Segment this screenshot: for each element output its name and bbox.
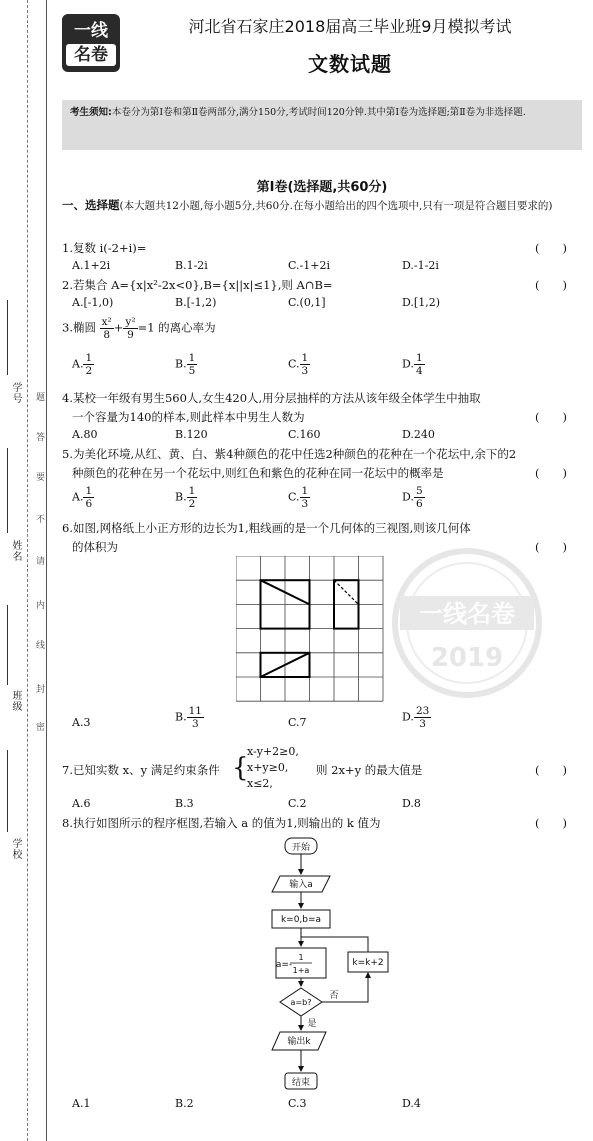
frac-num: 1 bbox=[188, 352, 196, 364]
frac-den: 8 bbox=[103, 329, 111, 341]
q3-option-a bbox=[72, 352, 94, 377]
q4-option-a: A.80 bbox=[72, 428, 98, 441]
q4-option-b: B.120 bbox=[175, 428, 208, 441]
option-letter: C. bbox=[288, 357, 300, 371]
seal-char: 密 bbox=[34, 722, 44, 731]
flow-assign-pre: a=- bbox=[275, 960, 293, 970]
side-view-hidden-edge bbox=[334, 580, 359, 604]
seal-char: 线 bbox=[34, 640, 44, 649]
q1-option-a: A.1+2i bbox=[72, 259, 111, 272]
frac-den: 4 bbox=[415, 365, 423, 377]
q6-option-a: A.3 bbox=[72, 716, 91, 729]
part1-title: 第Ⅰ卷(选择题,共60分) bbox=[256, 180, 388, 195]
flow-assign-den: 1+a bbox=[292, 966, 310, 975]
frac-num: 1 bbox=[188, 485, 196, 497]
q1-answer-paren: ( ) bbox=[535, 241, 567, 255]
number-label: 学号 bbox=[10, 382, 21, 404]
frac-den: 3 bbox=[191, 718, 199, 730]
q4-stem-line2: 一个容量为140的样本,则此样本中男生人数为 bbox=[72, 410, 305, 424]
section1-header bbox=[62, 197, 582, 215]
flow-input-text: 输入a bbox=[289, 880, 313, 890]
seal-char: 内 bbox=[34, 600, 44, 609]
flow-increment-text: k=k+2 bbox=[352, 958, 384, 968]
q7-option-d: D.8 bbox=[402, 797, 421, 810]
q6-stem-line2: 的体积为 bbox=[72, 540, 118, 554]
frac-num: 23 bbox=[415, 705, 430, 717]
q7-stem-post: 则 2x+y 的最大值是 bbox=[316, 763, 423, 777]
q3-fraction-y bbox=[123, 316, 137, 341]
flow-yes-label: 是 bbox=[307, 1019, 317, 1029]
school-blank bbox=[7, 750, 8, 832]
badge-line1: 一线 bbox=[74, 21, 108, 41]
q8-answer-paren: ( ) bbox=[535, 816, 567, 830]
frac-num: y² bbox=[125, 316, 136, 328]
badge-line2: 名卷 bbox=[66, 44, 116, 66]
option-letter: B. bbox=[175, 490, 187, 504]
option-letter: D. bbox=[402, 357, 414, 371]
frac-den: 2 bbox=[85, 365, 93, 377]
frac-num: 1 bbox=[415, 352, 423, 364]
q7-brace: { bbox=[232, 753, 249, 783]
brand-badge bbox=[62, 14, 120, 72]
q5-option-b bbox=[175, 485, 197, 510]
class-blank bbox=[7, 605, 8, 685]
q7-option-a: A.6 bbox=[72, 797, 91, 810]
option-letter: A. bbox=[72, 357, 84, 371]
q3-fraction-x bbox=[100, 316, 114, 341]
seal-char: 不 bbox=[34, 514, 44, 523]
watermark-year: 2019 bbox=[430, 643, 504, 673]
school-label: 学校 bbox=[10, 838, 21, 860]
q3-option-b bbox=[175, 352, 197, 377]
q2-option-c: C.(0,1] bbox=[288, 296, 326, 309]
flow-no-label: 否 bbox=[329, 991, 339, 1001]
q6-option-b bbox=[175, 705, 204, 730]
option-letter: C. bbox=[288, 490, 300, 504]
seal-char: 请 bbox=[34, 556, 44, 565]
option-letter: B. bbox=[175, 357, 187, 371]
q7-constraints bbox=[247, 744, 299, 792]
frac-den: 3 bbox=[301, 365, 309, 377]
section1-desc: (本大题共12小题,每小题5分,共60分.在每小题给出的四个选项中,只有一项是符合题目要求的) bbox=[119, 200, 553, 212]
class-label: 班级 bbox=[10, 690, 21, 712]
q1-stem: 1.复数 i(-2+i)= bbox=[62, 241, 147, 255]
q3-stem-post: =1 的离心率为 bbox=[137, 320, 216, 335]
q3-stem-pre: 3.椭圆 bbox=[62, 320, 96, 335]
q6-three-view-grid bbox=[236, 556, 384, 702]
q7-answer-paren: ( ) bbox=[535, 763, 567, 777]
q4-option-d: D.240 bbox=[402, 428, 435, 441]
notice-box bbox=[62, 100, 582, 150]
q5-answer-paren: ( ) bbox=[535, 466, 567, 480]
watermark-text: 一线名卷 bbox=[419, 600, 515, 628]
frac-num: 1 bbox=[85, 485, 93, 497]
frac-num: 1 bbox=[85, 352, 93, 364]
frac-num: 5 bbox=[415, 485, 423, 497]
flow-start-text: 开始 bbox=[291, 843, 311, 853]
flow-output-text: 输出k bbox=[287, 1037, 311, 1047]
frac-num: 11 bbox=[188, 705, 202, 717]
frac-num: 1 bbox=[301, 485, 309, 497]
q5-option-a bbox=[72, 485, 94, 510]
q1-option-d: D.-1-2i bbox=[402, 259, 439, 272]
frac-den: 3 bbox=[301, 498, 309, 510]
flow-init-text: k=0,b=a bbox=[280, 915, 322, 925]
section1-label: 一、选择题 bbox=[62, 198, 120, 212]
q6-stem-line1: 6.如图,网格纸上小正方形的边长为1,粗线画的是一个几何体的三视图,则该几何体 bbox=[62, 521, 471, 535]
q2-option-b: B.[-1,2) bbox=[175, 296, 217, 309]
seal-char: 题 bbox=[34, 392, 44, 401]
q3-plus: + bbox=[113, 320, 124, 335]
q8-flowchart bbox=[262, 836, 412, 1094]
q8-option-a: A.1 bbox=[72, 1097, 91, 1110]
frac-den: 2 bbox=[188, 498, 196, 510]
frac-den: 6 bbox=[415, 498, 423, 510]
q4-answer-paren: ( ) bbox=[535, 410, 567, 424]
notice-label: 考生须知: bbox=[70, 107, 112, 118]
q3-stem bbox=[62, 316, 216, 341]
q8-option-b: B.2 bbox=[175, 1097, 194, 1110]
flow-assign-num: 1 bbox=[298, 953, 304, 962]
option-letter: D. bbox=[402, 710, 414, 724]
q5-option-c bbox=[288, 485, 310, 510]
name-blank bbox=[7, 448, 8, 533]
q3-option-c bbox=[288, 352, 310, 377]
q8-option-d: D.4 bbox=[402, 1097, 421, 1110]
q7-constraint-2: x+y≥0, bbox=[247, 761, 289, 774]
q2-option-a: A.[-1,0) bbox=[72, 296, 114, 309]
q4-stem-line1: 4.某校一年级有男生560人,女生420人,用分层抽样的方法从该年级全体学生中抽取 bbox=[62, 391, 481, 405]
q1-option-c: C.-1+2i bbox=[288, 259, 330, 272]
q7-constraint-1: x-y+2≥0, bbox=[247, 745, 299, 758]
option-letter: D. bbox=[402, 490, 414, 504]
flow-condition-text: a=b? bbox=[290, 998, 312, 1007]
option-letter: A. bbox=[72, 490, 84, 504]
q2-option-d: D.[1,2) bbox=[402, 296, 441, 309]
number-blank bbox=[7, 300, 8, 375]
q2-stem: 2.若集合 A={x|x²-2x<0},B={x||x|≤1},则 A∩B= bbox=[62, 278, 333, 292]
seal-dashed-line bbox=[27, 0, 28, 1141]
q3-option-d bbox=[402, 352, 425, 377]
q7-constraint-3: x≤2, bbox=[247, 777, 273, 790]
q7-stem-pre: 7.已知实数 x、y 满足约束条件 bbox=[62, 763, 220, 777]
exam-header-title: 河北省石家庄2018届高三毕业班9月模拟考试 bbox=[188, 17, 512, 36]
frac-num: 1 bbox=[301, 352, 309, 364]
q8-stem: 8.执行如图所示的程序框图,若输入 a 的值为1,则输出的 k 值为 bbox=[62, 816, 381, 830]
name-label: 姓名 bbox=[10, 540, 21, 562]
q2-answer-paren: ( ) bbox=[535, 278, 567, 292]
seal-char: 答 bbox=[34, 432, 44, 441]
frac-num: x² bbox=[101, 316, 112, 328]
frac-den: 5 bbox=[188, 365, 196, 377]
q5-stem-line2: 种颜色的花种在另一个花坛中,则红色和紫色的花种在同一花坛中的概率是 bbox=[72, 466, 444, 480]
q5-option-d bbox=[402, 485, 425, 510]
frac-den: 3 bbox=[419, 718, 426, 730]
q6-answer-paren: ( ) bbox=[535, 540, 567, 554]
q6-option-c: C.7 bbox=[288, 716, 307, 729]
binding-margin bbox=[0, 0, 48, 1141]
watermark-seal-icon bbox=[392, 548, 542, 698]
q6-option-d bbox=[402, 705, 431, 730]
notice-text: 本卷分为第Ⅰ卷和第Ⅱ卷两部分,满分150分,考试时间120分钟.其中第Ⅰ卷为选择题;第Ⅱ卷为非选择题. bbox=[111, 107, 526, 118]
q7-option-c: C.2 bbox=[288, 797, 307, 810]
page-title: 文数试题 bbox=[308, 52, 392, 76]
q1-option-b: B.1-2i bbox=[175, 259, 208, 272]
q5-stem-line1: 5.为美化环境,从红、黄、白、紫4种颜色的花中任选2种颜色的花种在一个花坛中,余下的2 bbox=[62, 447, 517, 461]
frac-den: 9 bbox=[127, 329, 134, 341]
seal-char: 要 bbox=[34, 472, 44, 481]
q8-option-c: C.3 bbox=[288, 1097, 307, 1110]
margin-border bbox=[46, 0, 47, 1141]
frac-den: 6 bbox=[85, 498, 93, 510]
q4-option-c: C.160 bbox=[288, 428, 321, 441]
flow-end-text: 结束 bbox=[291, 1078, 311, 1088]
q7-option-b: B.3 bbox=[175, 797, 194, 810]
seal-char: 封 bbox=[34, 684, 44, 693]
option-letter: B. bbox=[175, 710, 187, 724]
